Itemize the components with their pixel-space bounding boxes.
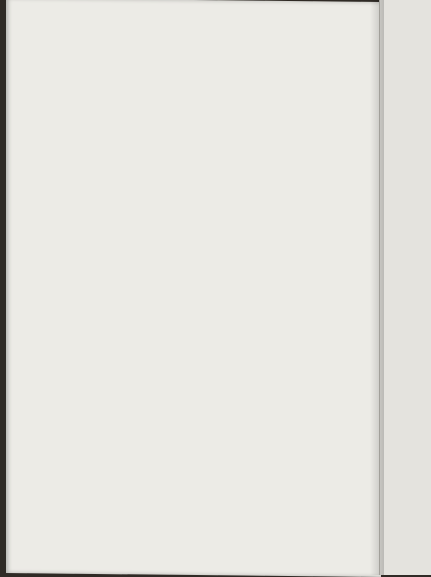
- book-gutter: [370, 0, 384, 575]
- right-page: [379, 0, 431, 575]
- left-page: [6, 0, 381, 577]
